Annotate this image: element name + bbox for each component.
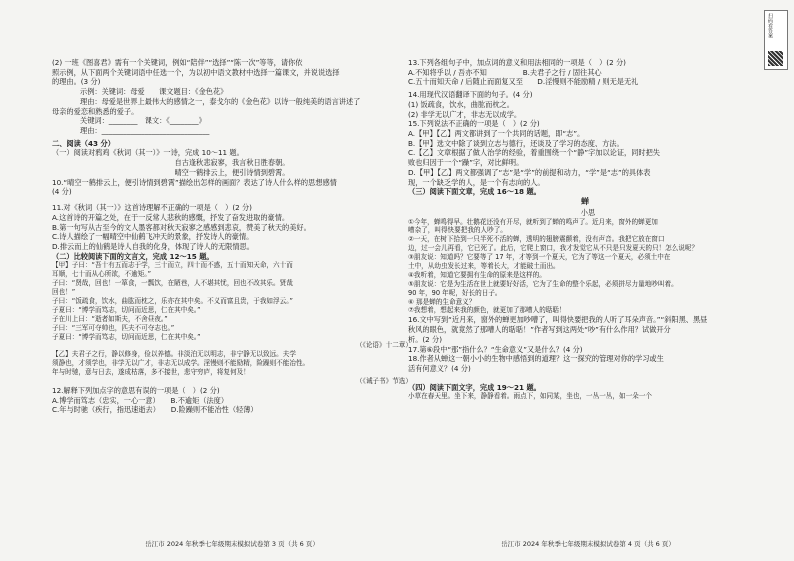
page-footer: 岳江市 2024 年秋季七年级期末模拟试卷第 4 页（共 6 页）	[501, 540, 675, 549]
text-line: 母亲的爱恋和熟悉的爱子。	[52, 106, 139, 116]
poem-line: 晴空一鹤排云上，便引诗情到碧霄。	[174, 167, 290, 177]
option-line: B.第一句写从古至今的文人墨客都对秋天寂寥之感感到悲哀，赞美了秋天的美好。	[52, 222, 311, 232]
text-line: ①今年，蝉鸣得早。壮鹅花还没有开尽，就听到了蝉的鸣声了。近月来，窗外的蝉更加	[408, 217, 658, 226]
question-line: 12.解释下列加点字的意思有误的一项是（ ）(2 分)	[52, 385, 220, 395]
option-line: B.【甲】选文中除了谈到立志与德行，还谈及了学习的态度、方法。	[408, 138, 624, 148]
text-line: 子曰：“饭疏食，饮水，曲肱而枕之，乐亦在其中矣。不义而富且贵，于我如浮云。”	[52, 296, 293, 305]
text-line: 【乙】夫君子之行，静以修身，俭以养德。非淡泊无以明志，非宁静无以致远。夫学	[52, 350, 296, 359]
text-line: 理由：母爱是世界上最伟大的感情之一，泰戈尔的《金色花》以诗一般纯美的语言讲述了	[80, 96, 361, 106]
text-line: 子曰：“三军可夺帅也，匹夫不可夺志也。”	[52, 323, 175, 332]
poem-line: 自古逢秋悲寂寥，我言秋日胜春朝。	[174, 158, 290, 168]
text-line: 嘈杂了，叫得快要把我的人吵了。	[408, 226, 507, 235]
text-line: （一）阅读对鸦鸡《秋词（其一）》一诗，完成 10～11 题。	[52, 148, 244, 158]
option-line: C.五十而知天命 / 后随止而面复又至 D.淫慢则不能励精 / 则无是无礼	[408, 77, 639, 87]
section-heading: （二）比较阅读下面的文言文，完成 12～15 题。	[52, 251, 214, 261]
source-line: （《诫子书》节选）	[355, 376, 412, 385]
text-line: (4 分)	[52, 187, 72, 197]
option-line: A.【甲】【乙】两文都讲到了一个共同的话题，即“志”。	[408, 129, 585, 139]
option-line: C.诗人描绘了一幅晴空中仙鹤飞冲天的景象，抒发诗人的豪情。	[52, 232, 254, 242]
qr-caption: 扫码看答案	[767, 13, 773, 38]
question-line: 活有何意义？(4 分)	[408, 363, 471, 373]
option-line: D.【甲】【乙】两文都强调了“志”是“学”的前提和动力，“学”是“志”的具体表	[408, 167, 651, 177]
text-line: ③朋友说：知道吗？它要等了 17 年，才等到一个夏天，它为了等这一个夏天，必须土中在	[408, 253, 671, 262]
text-line: 须静也，才须学也，非学无以广才，非志无以成学。淫慢则不能励精，险躁则不能冶性。	[52, 359, 310, 368]
question-line: 18.作者从蝉这一朝小小的生物中感悟到的道理？这一探究的管理对你的学习或生	[408, 354, 664, 364]
text-line: ④我听着，知道它要拥有生命的原来是这样的。	[408, 270, 546, 279]
qr-pattern-icon	[768, 51, 783, 66]
option-line: A.不知将乎以 / 吾亦不知 B.夫君子之行 / 固往其心	[408, 67, 602, 77]
right-page	[408, 58, 768, 553]
text-line: 【甲】子曰：“吾十有五而志于学，三十而立，四十而不惑，五十而知天命，六十而	[52, 261, 293, 270]
question-line: 17.第⑥段中“那”指什么？“生命意义”又是什么？(4 分)	[408, 344, 583, 354]
question-line: 10.“晴空一鹤排云上，便引诗情到碧霄”描绘出怎样的画面？表达了诗人什么样的思想感情	[52, 177, 337, 187]
text-line: 子曰：“贤哉，回也！一箪食，一瓢饮，在陋巷，人不堪其忧，回也不改其乐。贤哉	[52, 279, 293, 288]
question-line: 析。(2 分)	[408, 334, 443, 344]
option-line: C.【乙】文章根据了做人治学的经验，着重围绕一个“静”字加以论证，同时把失	[408, 148, 660, 158]
text-line: ⑤朋友说：它是为生活在世上就要好好活，它为了生命的整个乐起，必须拼尽力量地吵叫着。	[408, 279, 678, 288]
option-line: 败也归因于一个“躁”字，对比鲜明。	[408, 158, 524, 168]
section-heading: （四）阅读下面文字，完成 19～21 题。	[408, 382, 541, 392]
question-line: 15.下列说法不正确的一项是（ ）(2 分)	[408, 119, 540, 129]
section-heading: （三）阅读下面文章，完成 16～18 题。	[408, 187, 541, 197]
option-line: 现，一个缺乏学的人，是一个有志向的人。	[408, 177, 545, 187]
answer-line: 关键词：________ 课文：《________》	[80, 116, 206, 126]
question-line: 13.下列各组句子中，加点词的意义和用法相同的一项是（ ）(2 分)	[408, 58, 626, 67]
text-line: 90 年，90 年呢，好长的日子。	[408, 288, 502, 297]
text-line: 边，过一会儿再看，它已死了。此后，它爬上窗口，我才发觉它从不只是只发夏天的只！怎么说呢？	[408, 244, 699, 253]
text-line: ⑦我想着，想起来我的颜色，就更加了那嘈人的聒聒！	[408, 306, 566, 315]
text-line: (2) 一班《图喜君》需有一个关键词，例如“陪伴”“选择”“陈一次”等等，请你依	[52, 58, 303, 67]
answer-line: 理由：______________________________	[80, 126, 210, 136]
question-line: 14.用现代汉语翻译下面的句子。(4 分)	[408, 90, 533, 100]
text-line: (2) 非学无以广才，非志无以成学。	[408, 109, 522, 119]
option-line: A.这首诗的开篇之处，在于一反常人悲秋的感慨，抒发了奋发进取的豪情。	[52, 212, 290, 222]
source-line: （《论语》十二章）	[355, 341, 412, 350]
left-page	[52, 58, 412, 553]
text-line: 的理由。(3 分)	[52, 77, 101, 87]
text-line: ⑥ 那是蝉的生命意义？	[408, 297, 476, 306]
question-line: 16.文中写到“近月来，窗外的蝉更加吵嘈了，叫得快要把我的人听了耳朵声音。”“斜阳黑、黑昼	[408, 315, 708, 325]
text-line: 示例：关键词：母爱 课文题目：《金色花》	[80, 87, 228, 97]
text-line: 照示例，从下面两个关键词语中任选一个，为以初中语文教材中选择一篇课文，并说说选择	[52, 67, 340, 77]
text-line: 小草在春天里。坐下来，静静看着。雨点下，如同某，坐也，一丛一丛，如一朵一个	[408, 392, 652, 401]
option-line: C.年与时驰（疾行，指迅速逝去） D.险躁则不能冶性（轻薄）	[52, 405, 258, 415]
page-footer: 岳江市 2024 年秋季七年级期末模拟试卷第 3 页（共 6 页）	[145, 540, 319, 549]
text-line: 子夏曰：“博学而笃志，切问而近思，仁在其中矣。”	[52, 305, 201, 314]
question-line: 秋风的眼色，就竟然了那嘈人的聒聒！”作者写到这两处“吵”有什么作用？试做开分	[408, 325, 671, 335]
text-line: 子夏曰：“博学而笃志，切问而近思，仁在其中矣。”	[52, 332, 201, 341]
text-line: ②一天，在树下拾到一只半死不活的蝉，透明的翅膀震颤着，没有声音。我把它放在窗口	[408, 235, 665, 244]
text-line: 年与时驰，意与日去，遂成枯落，多不接世，悲守穷庐，将复何及！	[52, 368, 250, 377]
text-line: (1) 饭疏食，饮水，曲肱而枕之。	[408, 99, 514, 109]
article-author: 小思	[580, 207, 596, 217]
text-line: 耳顺，七十而从心所欲，不逾矩。”	[52, 270, 152, 279]
option-line: A.博学而笃志（忠实，一心一意） B.不逾矩（法度）	[52, 395, 229, 405]
question-line: 11.对《秋词（其一）》这首诗理解不正确的一项是（ ）(2 分)	[52, 203, 252, 213]
article-title: 蝉	[581, 197, 595, 207]
text-line: 回也！”	[52, 288, 76, 297]
option-line: D.排云而上的仙鹤是诗人自我的化身，体现了诗人的无限情思。	[52, 241, 254, 251]
text-line: 子在川上曰：“逝者如斯夫，不舍昼夜。”	[52, 314, 168, 323]
section-heading: 二、阅读（43 分）	[52, 138, 115, 148]
text-line: 土中，从幼虫发长过来，等着长大，才能破土而出。	[408, 262, 560, 271]
